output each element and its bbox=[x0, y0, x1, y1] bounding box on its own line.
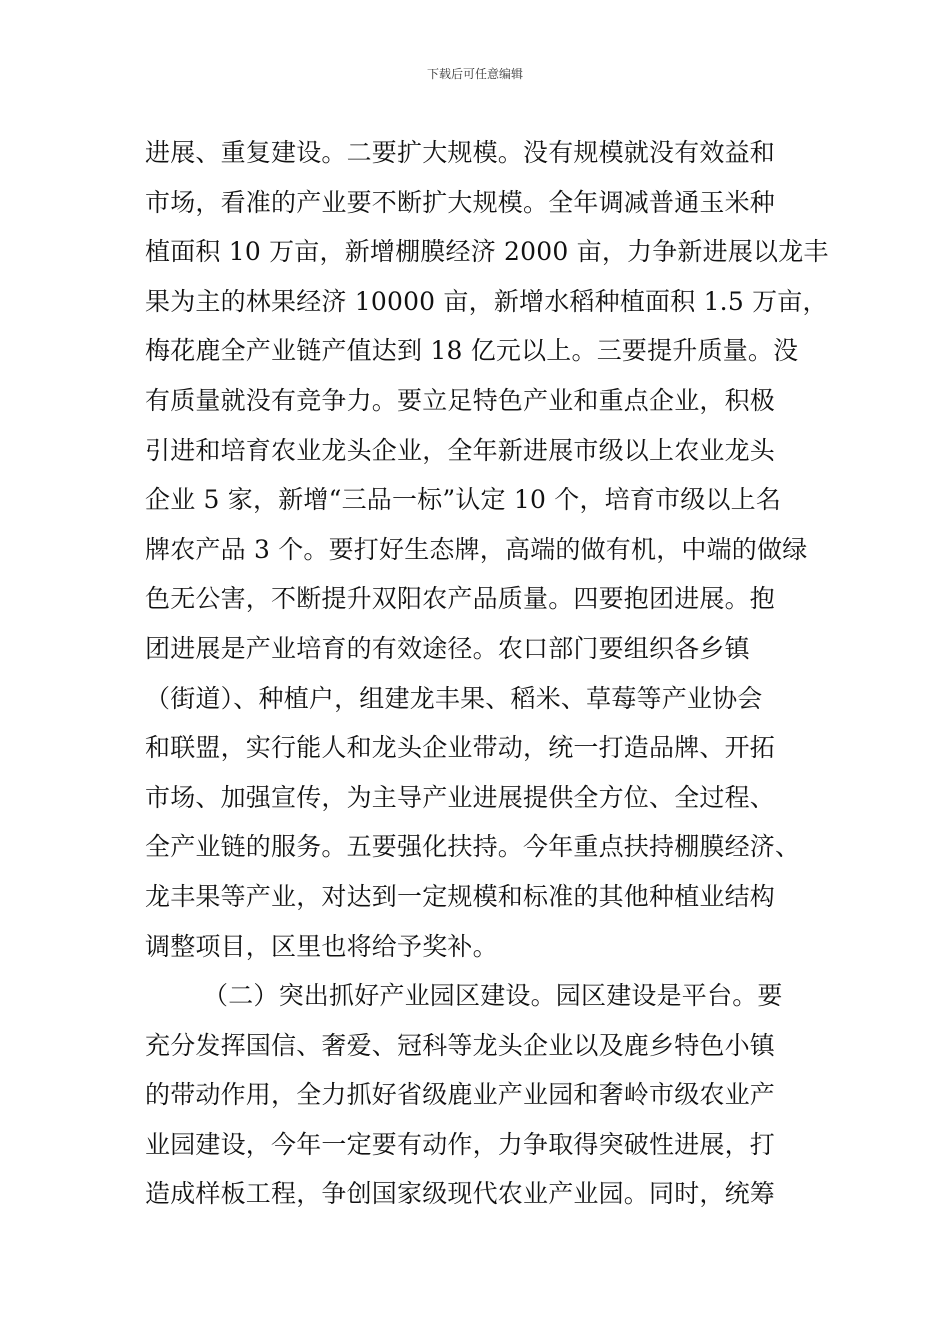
text-line: 充分发挥国信、奢爱、冠科等龙头企业以及鹿乡特色小镇 bbox=[145, 1030, 776, 1060]
text-line: 市场、加强宣传，为主导产业进展提供全方位、全过程、 bbox=[145, 782, 776, 812]
text-line: 引进和培育农业龙头企业，全年新进展市级以上农业龙头 bbox=[145, 435, 776, 465]
text-line: 龙丰果等产业，对达到一定规模和标准的其他种植业结构 bbox=[145, 881, 776, 911]
text-line: 进展、重复建设。二要扩大规模。没有规模就没有效益和 bbox=[145, 138, 776, 167]
text-line: 植面积 10 万亩，新增棚膜经济 2000 亩，力争新进展以龙丰 bbox=[145, 237, 829, 267]
text-line: 团进展是产业培育的有效途径。农口部门要组织各乡镇 bbox=[145, 633, 750, 663]
section-heading-line: （二）突出抓好产业园区建设。园区建设是平台。要 bbox=[203, 981, 783, 1011]
body-text bbox=[145, 128, 829, 1219]
text-line: 企业 5 家，新增“三品一标”认定 10 个，培育市级以上名 bbox=[145, 485, 782, 515]
text-line: 造成样板工程，争创国家级现代农业产业园。同时，统筹 bbox=[145, 1179, 776, 1209]
text-line: （街道）、种植户，组建龙丰果、稻米、草莓等产业协会 bbox=[145, 683, 763, 713]
text-line: 全产业链的服务。五要强化扶持。今年重点扶持棚膜经济、 bbox=[145, 832, 801, 862]
text-line: 梅花鹿全产业链产值达到 18 亿元以上。三要提升质量。没 bbox=[145, 336, 799, 366]
text-line: 业园建设，今年一定要有动作，力争取得突破性进展，打 bbox=[145, 1129, 776, 1159]
text-line: 有质量就没有竞争力。要立足特色产业和重点企业，积极 bbox=[145, 385, 776, 415]
text-line: 色无公害，不断提升双阳农产品质量。四要抱团进展。抱 bbox=[145, 584, 776, 614]
text-line: 牌农产品 3 个。要打好生态牌，高端的做有机，中端的做绿 bbox=[145, 534, 808, 564]
text-line: 和联盟，实行能人和龙头企业带动，统一打造品牌、开拓 bbox=[145, 733, 776, 763]
text-line: 市场，看准的产业要不断扩大规模。全年调减普通玉米种 bbox=[145, 187, 776, 217]
text-line: 的带动作用，全力抓好省级鹿业产业园和奢岭市级农业产 bbox=[145, 1080, 776, 1110]
text-line: 果为主的林果经济 10000 亩，新增水稻种植面积 1.5 万亩， bbox=[145, 286, 828, 316]
page-header-note: 下载后可任意编辑 bbox=[426, 67, 523, 81]
text-line: 调整项目，区里也将给予奖补。 bbox=[145, 931, 498, 961]
